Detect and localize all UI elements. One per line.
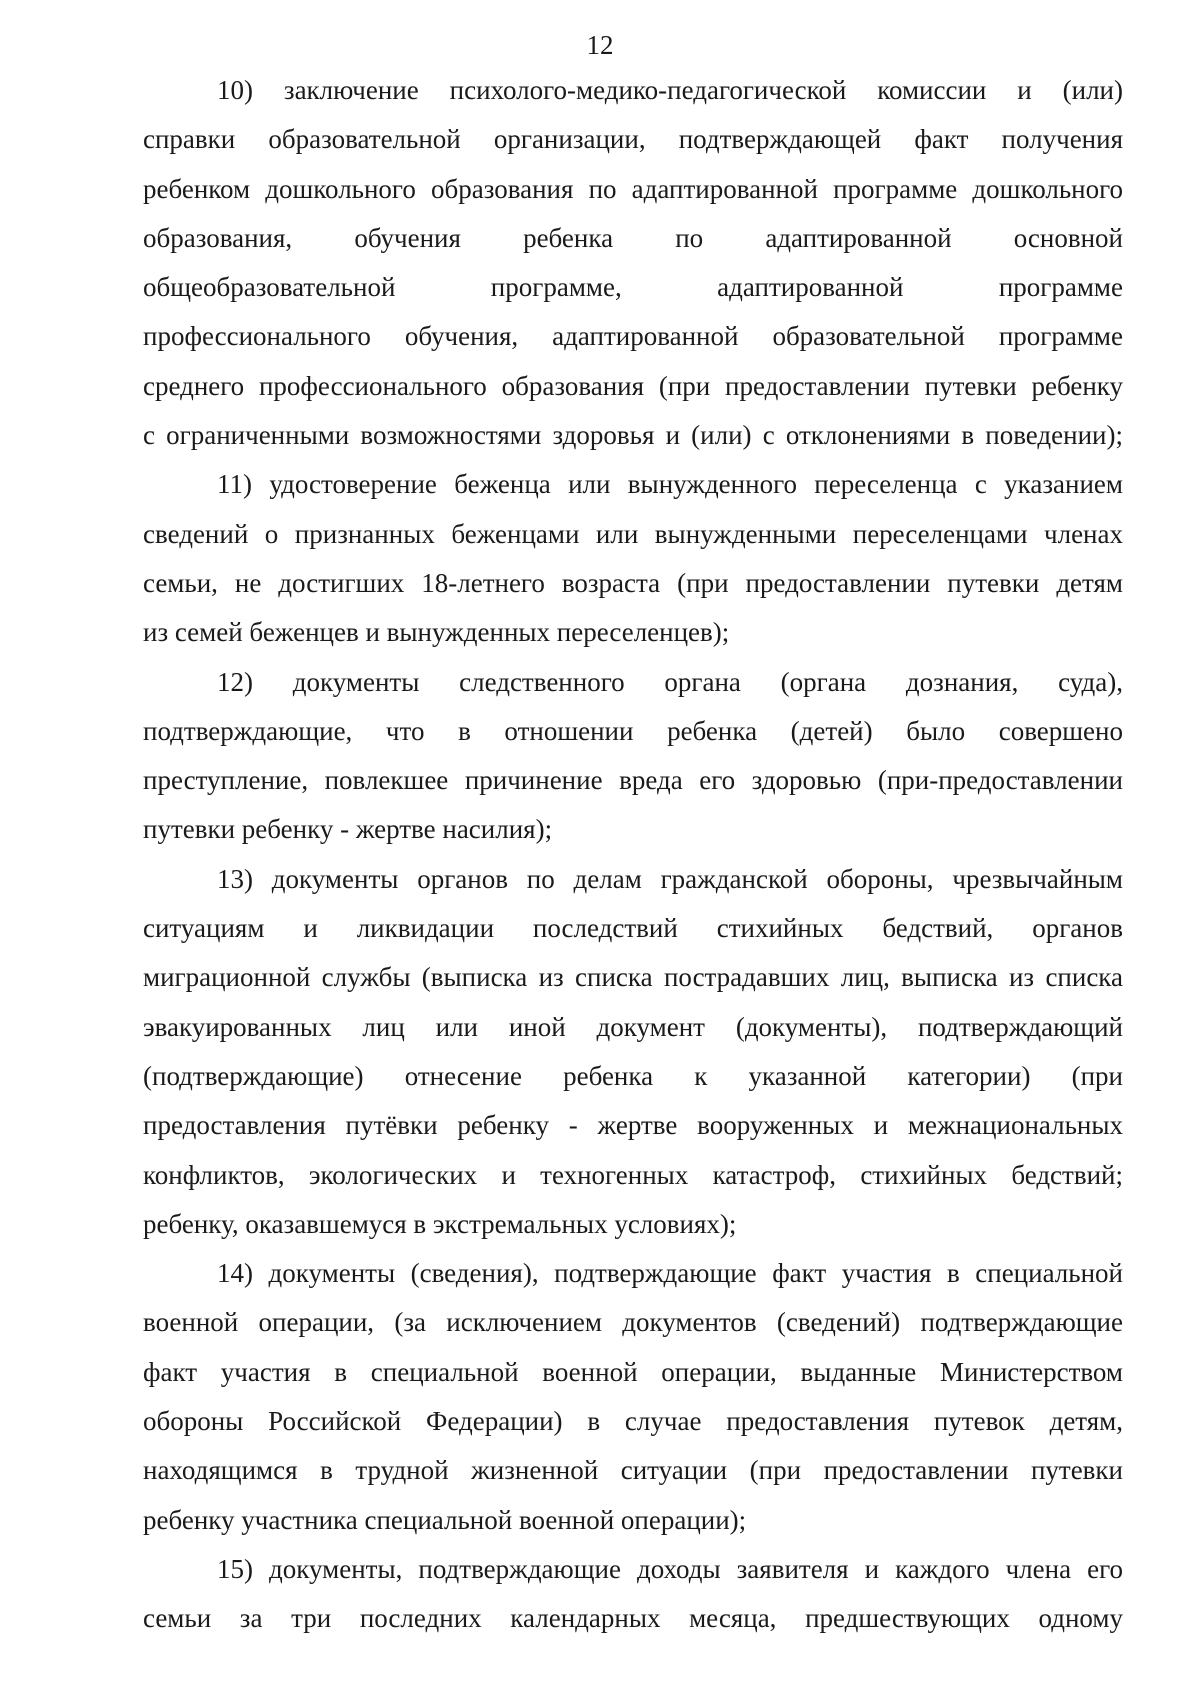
list-item-15 xyxy=(143,1545,1123,1644)
list-item-12 xyxy=(143,658,1123,855)
text-line: ребенку, оказавшемуся в экстремальных условиях); xyxy=(143,1208,737,1239)
text-line: образования, обучения ребенка по адаптированной основной xyxy=(143,222,1123,253)
text-line: ситуациям и ликвидации последствий стихийных бедствий, органов xyxy=(143,913,1123,944)
text-line: сведений о признанных беженцами или вынужденными переселенцами членах xyxy=(143,518,1123,549)
list-item-11 xyxy=(143,460,1123,657)
text-line: общеобразовательной программе, адаптированной программе xyxy=(143,272,1123,303)
text-line: 11) удостоверение беженца или вынужденного переселенца с указанием xyxy=(217,469,1123,500)
text-line: 13) документы органов по делам гражданской обороны, чрезвычайным xyxy=(217,863,1123,894)
list-item-10 xyxy=(143,66,1123,460)
text-line: предоставления путёвки ребенку - жертве вооруженных и межнациональных xyxy=(143,1110,1123,1141)
text-line: конфликтов, экологических и техногенных катастроф, стихийных бедствий; xyxy=(143,1159,1123,1190)
text-line: из семей беженцев и вынужденных переселенцев); xyxy=(143,617,730,648)
text-line: 12) документы следственного органа (органа дознания, суда), xyxy=(217,666,1123,697)
text-line: миграционной службы (выписка из списка пострадавших лиц, выписка из списка xyxy=(143,962,1123,993)
text-line: эвакуированных лиц или иной документ (документы), подтверждающий xyxy=(143,1011,1123,1042)
text-line: ребенком дошкольного образования по адаптированной программе дошкольного xyxy=(143,173,1123,204)
page-number: 12 xyxy=(586,30,614,60)
list-item-13 xyxy=(143,855,1123,1249)
text-line: 10) заключение психолого-медико-педагогической комиссии и (или) xyxy=(217,75,1123,105)
text-line: с ограниченными возможностями здоровья и (или) с отклонениями в поведении); xyxy=(143,420,1123,451)
text-line: 14) документы (сведения), подтверждающие факт участия в специальной xyxy=(217,1258,1123,1289)
text-line: обороны Российской Федерации) в случае предоставления путевок детям, xyxy=(143,1406,1123,1437)
text-line: семьи, не достигших 18-летнего возраста (при предоставлении путевки детям xyxy=(143,567,1123,598)
text-line: военной операции, (за исключением документов (сведений) подтверждающие xyxy=(143,1307,1123,1338)
text-line: ребенку участника специальной военной операции); xyxy=(143,1504,747,1535)
text-line: 15) документы, подтверждающие доходы заявителя и каждого члена его xyxy=(217,1553,1123,1584)
text-line: подтверждающие, что в отношении ребенка (детей) было совершено xyxy=(143,715,1123,746)
text-line: факт участия в специальной военной операции, выданные Министерством xyxy=(143,1356,1123,1387)
text-line: профессионального обучения, адаптированной образовательной программе xyxy=(143,321,1123,352)
text-line: справки образовательной организации, подтверждающей факт получения xyxy=(143,124,1123,155)
document-body xyxy=(143,66,1123,1644)
text-line: преступление, повлекшее причинение вреда его здоровью (при-предоставлении xyxy=(143,765,1123,796)
text-line: семьи за три последних календарных месяца, предшествующих одному xyxy=(143,1603,1123,1634)
list-item-14 xyxy=(143,1249,1123,1545)
text-line: путевки ребенку - жертве насилия); xyxy=(143,814,553,845)
text-line: среднего профессионального образования (при предоставлении путевки ребенку xyxy=(143,370,1123,401)
text-line: находящимся в трудной жизненной ситуации (при предоставлении путевки xyxy=(143,1455,1123,1486)
text-line: (подтверждающие) отнесение ребенка к указанной категории) (при xyxy=(143,1060,1123,1091)
